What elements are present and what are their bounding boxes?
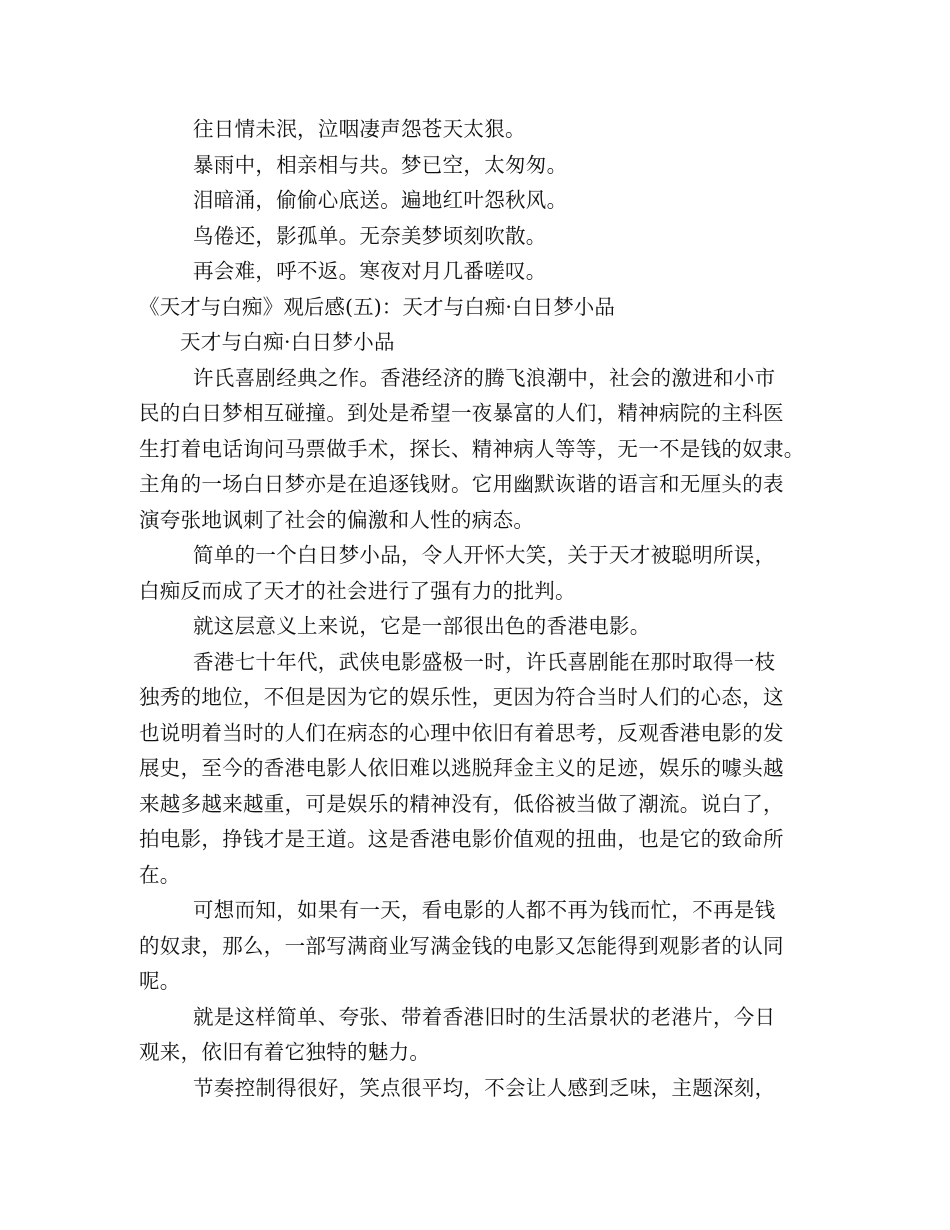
text-line: 往日情未泯，泣咽凄声怨苍天太狠。 [193,117,526,141]
section-title: 《天才与白痴》观后感(五)：天才与白痴·白日梦小品 [139,294,616,319]
text-line: 独秀的地位，不但是因为它的娱乐性，更因为符合当时人们的心态，这 [139,685,784,709]
text-line: 展史，至今的香港电影人依旧难以逃脱拜金主义的足迹，娱乐的噱头越 [139,756,784,780]
text-line: 主角的一场白日梦亦是在追逐钱财。它用幽默诙谐的语言和无厘头的表 [139,472,784,496]
text-line: 民的白日梦相互碰撞。到处是希望一夜暴富的人们，精神病院的主科医 [139,401,784,425]
text-line: 观来，依旧有着它独特的魅力。 [139,1040,431,1064]
text-line: 香港七十年代，武侠电影盛极一时，许氏喜剧能在那时取得一枝 [193,649,776,674]
text-line: 泪暗涌，偷偷心底送。遍地红叶怨秋风。 [193,188,568,212]
text-line: 暴雨中，相亲相与共。梦已空，太匆匆。 [193,152,568,177]
text-line: 也说明着当时的人们在病态的心理中依旧有着思考，反观香港电影的发 [139,720,784,745]
text-line: 节奏控制得很好，笑点很平均，不会让人感到乏味，主题深刻， [193,1075,776,1100]
text-line: 就这层意义上来说，它是一部很出色的香港电影。 [193,614,651,638]
text-line: 生打着电话询问马票做手术，探长、精神病人等等，无一不是钱的奴隶。 [139,436,805,461]
text-line: 拍电影，挣钱才是王道。这是香港电影价值观的扭曲，也是它的致命所 [139,827,784,851]
text-line: 白痴反而成了天才的社会进行了强有力的批判。 [139,578,576,603]
text-line: 的奴隶，那么，一部写满商业写满金钱的电影又怎能得到观影者的认同 [139,933,784,958]
text-line: 就是这样简单、夸张、带着香港旧时的生活景状的老港片，今日 [193,1004,776,1029]
text-line: 许氏喜剧经典之作。香港经济的腾飞浪潮中，社会的激进和小市 [193,365,776,390]
text-line: 演夸张地讽刺了社会的偏激和人性的病态。 [139,507,535,532]
document-body [139,112,819,1106]
section-subtitle: 天才与白痴·白日梦小品 [180,330,395,354]
text-line: 鸟倦还，影孤单。无奈美梦顷刻吹散。 [193,223,547,248]
text-line: 简单的一个白日梦小品，令人开怀大笑，关于天才被聪明所误， [193,543,776,567]
text-line: 再会难，呼不返。寒夜对月几番嗟叹。 [193,259,547,283]
text-line: 可想而知，如果有一天，看电影的人都不再为钱而忙，不再是钱 [193,898,776,922]
text-line: 来越多越来越重，可是娱乐的精神没有，低俗被当做了潮流。说白了， [139,791,784,816]
text-line: 呢。 [139,969,181,993]
text-line: 在。 [139,862,181,887]
